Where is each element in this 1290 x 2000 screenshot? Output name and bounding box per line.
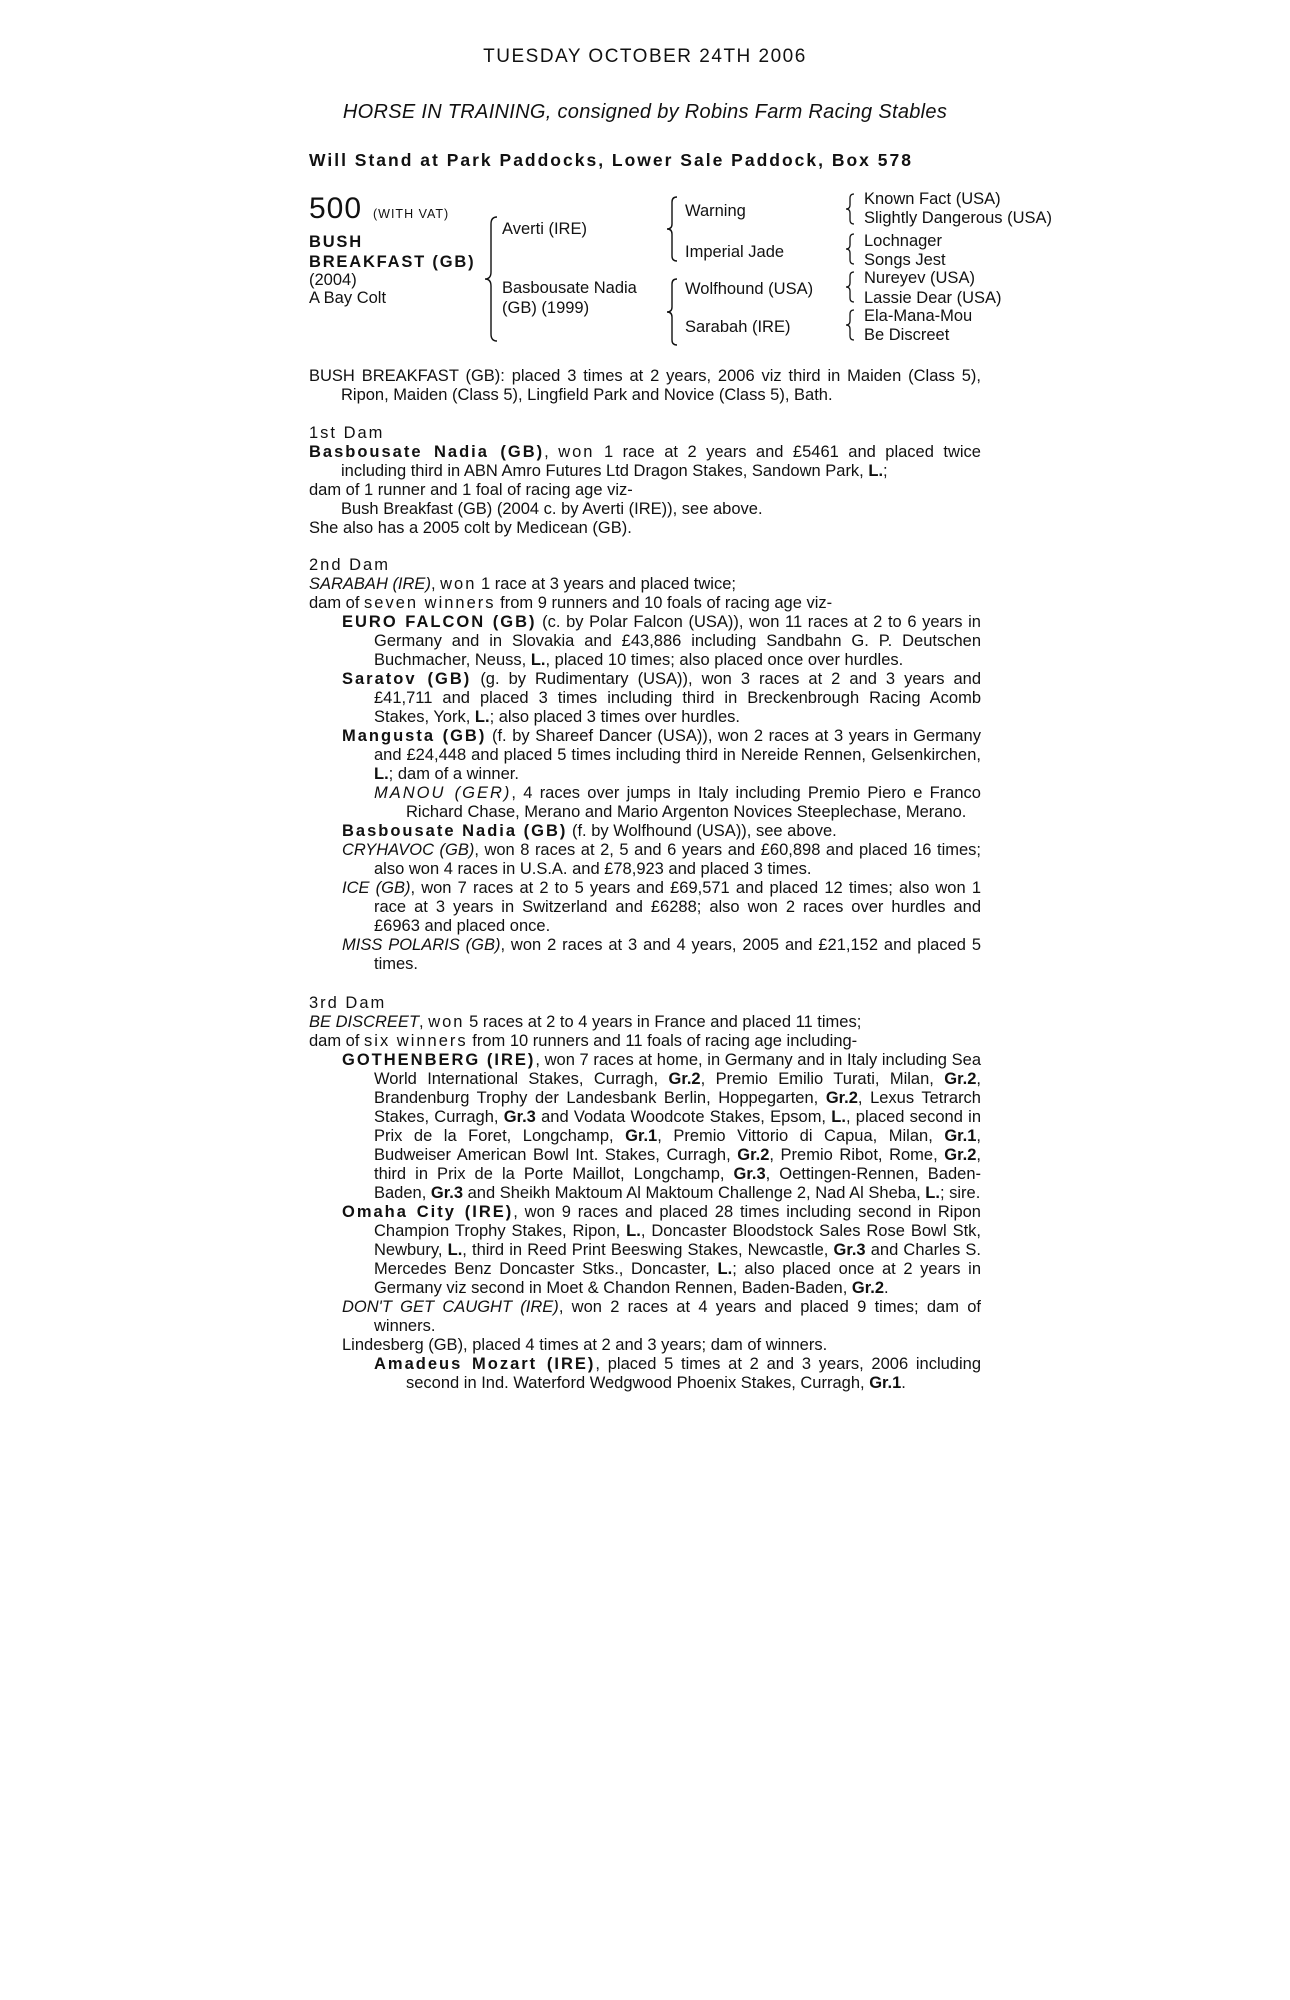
pedigree-table <box>309 190 1069 350</box>
pedigree-brace-g3 <box>844 271 856 303</box>
consignment-subtitle: HORSE IN TRAINING, consigned by Robins Farm Racing Stables <box>342 101 948 123</box>
granddam-1: Slightly Dangerous (USA) <box>864 209 1052 227</box>
second-dam-section <box>309 556 981 974</box>
grandsire-3: Nureyev (USA) <box>864 269 975 287</box>
third-dam-heading: 3rd Dam <box>309 994 387 1012</box>
second-dam-name: SARABAH (IRE) <box>309 575 431 593</box>
dam-sire-name: Wolfhound (USA) <box>685 280 814 298</box>
lot-number: 500 <box>309 192 363 225</box>
dam-name: Basbousate Nadia (GB) (1999) <box>502 279 637 317</box>
race-record-section <box>309 367 981 405</box>
produce-saratov: Saratov (GB) (g. by Rudimentary (USA)), won 3 races at 2 and 3 years and £41,711 and placed 3 times including third in Breckenbrough Racing Acomb Stakes, York, L.; also placed 3 times over hurdles. <box>342 670 981 726</box>
pedigree-brace-g2 <box>844 233 856 265</box>
first-dam-record: Basbousate Nadia (GB), won 1 race at 2 years and £5461 and placed twice including third in ABN Amro Futures Ltd Dragon Stakes, Sandown Park, L.; <box>309 443 981 480</box>
produce-manou: MANOU (GER), 4 races over jumps in Italy including Premio Piero e Franco Richard Chase, Merano and Mario Argenton Novices Steeplechase, Merano. <box>374 784 981 821</box>
vat-note: (WITH VAT) <box>373 207 450 221</box>
grandsire-2: Lochnager <box>864 232 942 250</box>
granddam-2: Songs Jest <box>864 251 946 269</box>
pedigree-brace-g4 <box>844 309 856 341</box>
pedigree-brace-dam <box>665 278 679 346</box>
second-dam-record: SARABAH (IRE), won 1 race at 3 years and placed twice; <box>309 575 736 593</box>
foaling-year: (2004) <box>309 271 357 289</box>
granddam-3: Lassie Dear (USA) <box>864 289 1002 307</box>
second-dam-heading: 2nd Dam <box>309 556 390 574</box>
first-dam-name: Basbousate Nadia (GB) <box>309 443 545 461</box>
first-dam-foal: Bush Breakfast (GB) (2004 c. by Averti (IRE)), see above. <box>341 500 763 518</box>
pedigree-brace-g1 <box>844 193 856 225</box>
pedigree-brace-main <box>483 216 499 342</box>
first-dam-produce: dam of 1 runner and 1 foal of racing age viz- <box>309 481 633 499</box>
sire-sire-name: Warning <box>685 202 746 220</box>
produce-lindesberg: Lindesberg (GB), placed 4 times at 2 and 3 years; dam of winners. <box>342 1336 828 1354</box>
pedigree-brace-sire <box>665 196 679 262</box>
horse-description: A Bay Colt <box>309 289 387 307</box>
third-dam-section <box>309 994 981 1393</box>
second-dam-produce: dam of seven winners from 9 runners and 10 foals of racing age viz- <box>309 594 833 612</box>
sire-dam-name: Imperial Jade <box>685 243 785 261</box>
produce-ice: ICE (GB), won 7 races at 2 to 5 years and £69,571 and placed 12 times; also won 1 race at 3 years in Switzerland and £6288; also won 2 races over hurdles and £6963 and placed once. <box>342 879 981 935</box>
sire-name: Averti (IRE) <box>502 220 587 238</box>
produce-amadeus-mozart: Amadeus Mozart (IRE), placed 5 times at 2 and 3 years, 2006 including second in Ind. Waterford Wedgwood Phoenix Stakes, Curragh, Gr.1. <box>374 1355 982 1392</box>
race-record: BUSH BREAKFAST (GB): placed 3 times at 2 years, 2006 viz third in Maiden (Class 5), Ripon, Maiden (Class 5), Lingfield Park and Novice (Class 5), Bath. <box>309 367 981 404</box>
produce-euro-falcon: EURO FALCON (GB) (c. by Polar Falcon (USA)), won 11 races at 2 to 6 years in Germany and in Slovakia and £43,886 including Sandbahn G. P. Deutschen Buchmacher, Neuss, L., placed 10 times; also placed once over hurdles. <box>342 613 981 669</box>
first-dam-section <box>309 424 981 538</box>
produce-gothenberg: GOTHENBERG (IRE), won 7 races at home, in Germany and in Italy including Sea World International Stakes, Curragh, Gr.2, Premio Emilio Turati, Milan, Gr.2, Brandenburg Trophy der Landesbank Berlin, Hoppegarten, Gr.2, Lexus Tetrarch Stakes, Curragh, Gr.3 and Vodata Woodcote Stakes, Epsom, L., placed second in Prix de la Foret, Longchamp, Gr.1, Premio Vittorio di Capua, Milan, Gr.1, Budweiser American Bowl Int. Stakes, Curragh, Gr.2, Premio Ribot, Rome, Gr.2, third in Prix de la Porte Maillot, Longchamp, Gr.3, Oettingen-Rennen, Baden-Baden, Gr.3 and Sheikh Maktoum Al Maktoum Challenge 2, Nad Al Sheba, L.; sire. <box>342 1051 982 1202</box>
produce-miss-polaris: MISS POLARIS (GB), won 2 races at 3 and 4 years, 2005 and £21,152 and placed 5 times. <box>342 936 981 973</box>
dam-dam-name: Sarabah (IRE) <box>685 318 791 336</box>
third-dam-produce: dam of six winners from 10 runners and 11 foals of racing age including- <box>309 1032 858 1050</box>
produce-dont-get-caught: DON'T GET CAUGHT (IRE), won 2 races at 4 years and placed 9 times; dam of winners. <box>342 1298 981 1335</box>
sale-date: TUESDAY OCTOBER 24TH 2006 <box>483 46 807 67</box>
third-dam-record: BE DISCREET, won 5 races at 2 to 4 years in France and placed 11 times; <box>309 1013 862 1031</box>
produce-basbousate-nadia: Basbousate Nadia (GB) (f. by Wolfhound (USA)), see above. <box>342 822 837 840</box>
third-dam-name: BE DISCREET <box>309 1013 420 1031</box>
stand-location: Will Stand at Park Paddocks, Lower Sale Paddock, Box 578 <box>309 150 913 170</box>
produce-cryhavoc: CRYHAVOC (GB), won 8 races at 2, 5 and 6 years and £60,898 and placed 16 times; also won 4 races in U.S.A. and £78,923 and placed 3 times. <box>342 841 981 878</box>
produce-mangusta: Mangusta (GB) (f. by Shareef Dancer (USA)), won 2 races at 3 years in Germany and £24,448 and placed 5 times including third in Nereide Rennen, Gelsenkirchen, L.; dam of a winner. <box>342 727 981 783</box>
grandsire-4: Ela-Mana-Mou <box>864 307 973 325</box>
grandsire-1: Known Fact (USA) <box>864 190 1001 208</box>
first-dam-heading: 1st Dam <box>309 424 385 442</box>
granddam-4: Be Discreet <box>864 326 950 344</box>
produce-omaha-city: Omaha City (IRE), won 9 races and placed 28 times including second in Ripon Champion Trophy Stakes, Ripon, L., Doncaster Bloodstock Sales Rose Bowl Stk, Newbury, L., third in Reed Print Beeswing Stakes, Newcastle, Gr.3 and Charles S. Mercedes Benz Doncaster Stks., Doncaster, L.; also placed once at 2 years in Germany viz second in Moet & Chandon Rennen, Baden-Baden, Gr.2. <box>342 1203 981 1297</box>
first-dam-also: She also has a 2005 colt by Medicean (GB). <box>309 519 632 537</box>
horse-name: BUSH BREAKFAST (GB) <box>309 233 476 271</box>
